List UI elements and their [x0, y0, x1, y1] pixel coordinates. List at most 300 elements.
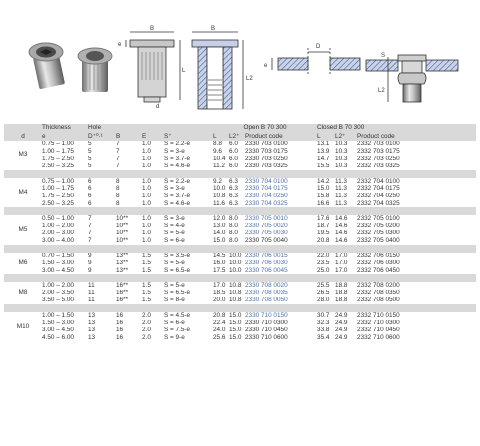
cell-l2-open: 10.0 — [229, 259, 242, 267]
cell-b: 16** — [116, 289, 129, 297]
header-thickness: Thickness — [42, 124, 88, 133]
cell-code-open: 2330 703 0100 — [245, 141, 288, 148]
cell-l2-open: 8.0 — [229, 237, 238, 244]
cell-b: 10** — [116, 222, 129, 230]
cell-s: S = 6-e — [164, 237, 185, 244]
rivet-section-view — [192, 32, 243, 109]
cell-l2-closed: 10.3 — [335, 148, 348, 155]
cell-b: 8 — [116, 178, 120, 185]
cell-l2-closed: 14.6 — [335, 237, 348, 244]
rivet-nut-photo — [29, 43, 112, 92]
cell-hole: 13 — [88, 326, 96, 334]
cell-l2-closed: 17.0 — [335, 259, 348, 267]
cell-e: 1.0 — [142, 178, 151, 185]
cell-thickness: 1.75 – 2.50 — [42, 192, 74, 200]
cell-thickness: 1.75 – 2.50 — [42, 155, 74, 163]
cell-code-closed: 2332 705 0100 — [357, 215, 400, 222]
cell-e: 2.0 — [142, 312, 151, 319]
header-thickness-e: e — [42, 133, 88, 141]
cell-l-open: 10.4 — [213, 155, 226, 163]
cell-l2-open: 6.0 — [229, 155, 238, 163]
cell-hole: 5 — [88, 155, 92, 163]
cell-l-closed: 19.5 — [317, 229, 330, 237]
cell-l-open: 14.0 — [213, 229, 226, 237]
header-l-closed: L — [317, 133, 335, 141]
cell-l-closed: 18.7 — [317, 222, 330, 230]
cell-e: 1.5 — [142, 252, 151, 259]
cell-l-open: 10.8 — [213, 192, 226, 200]
cell-hole: 6 — [88, 178, 92, 185]
cell-code-open: 2330 705 0020 — [245, 222, 288, 230]
header-open-group: Open B 70 300 — [213, 124, 317, 133]
cell-l2-open: 6.0 — [229, 141, 238, 148]
cell-l2-open: 6.3 — [229, 178, 238, 185]
cell-thickness: 2.00 – 3.50 — [42, 289, 74, 297]
cell-l2-open: 8.0 — [229, 229, 238, 237]
table-row — [4, 215, 476, 222]
cell-thickness: 4.50 – 6.00 — [42, 334, 74, 341]
cell-code-closed: 2332 703 0250 — [357, 155, 400, 163]
cell-b: 16 — [116, 319, 124, 327]
cell-e: 1.0 — [142, 237, 151, 244]
header-b: B — [116, 133, 142, 141]
cell-l2-closed: 24.9 — [335, 334, 348, 341]
cell-l-closed: 15.8 — [317, 192, 330, 200]
drawings-svg — [0, 0, 480, 122]
cell-l-closed: 13.1 — [317, 141, 330, 148]
label-b: B — [150, 26, 155, 32]
cell-l2-closed: 10.3 — [335, 162, 348, 170]
cell-l-open: 11.2 — [213, 162, 225, 170]
cell-code-closed: 2332 703 0100 — [357, 141, 400, 148]
rivet-side-view — [126, 32, 180, 102]
cell-code-closed: 2332 704 0250 — [357, 192, 400, 200]
cell-s: S = 6-e — [164, 319, 185, 327]
cell-code-closed: 2332 704 0325 — [357, 200, 400, 207]
header-code-closed: Product code — [357, 133, 476, 141]
cell-l-open: 25.6 — [213, 334, 226, 341]
cell-b: 16 — [116, 326, 124, 334]
header-code-open: Product code — [245, 133, 317, 141]
cell-l-open: 18.5 — [213, 289, 226, 297]
table-body — [4, 141, 476, 342]
cell-s: S = 5-e — [164, 229, 185, 237]
cell-code-open: 2330 704 0100 — [245, 178, 288, 185]
cell-s: S = 3-e — [164, 148, 185, 155]
table-row — [4, 327, 476, 334]
cell-thickness: 0.50 – 1.00 — [42, 215, 74, 222]
cell-l-closed: 14.2 — [317, 178, 330, 185]
thread-size: M10 — [16, 322, 30, 330]
cell-l2-open: 10.8 — [229, 282, 242, 289]
cell-b: 16 — [116, 334, 124, 341]
cell-code-closed: 2332 710 0300 — [357, 319, 400, 327]
cell-code-open: 2330 704 0175 — [245, 185, 288, 192]
cell-code-closed: 2332 708 0200 — [357, 282, 400, 289]
cell-e: 1.5 — [142, 282, 151, 289]
header-d: d — [4, 133, 42, 141]
cell-l-closed: 25.0 — [317, 267, 330, 274]
cell-l-closed: 23.5 — [317, 259, 330, 267]
header-closed-group: Closed B 70 300 — [317, 124, 476, 133]
cell-hole: 5 — [88, 141, 92, 148]
cell-thickness: 1.00 – 1.50 — [42, 312, 74, 319]
cell-l-open: 12.0 — [213, 215, 226, 222]
cell-l-closed: 16.6 — [317, 200, 330, 207]
cell-l-closed: 15.0 — [317, 185, 330, 192]
cell-hole: 7 — [88, 237, 92, 244]
group-separator — [4, 170, 476, 178]
cell-l-closed: 33.8 — [317, 326, 330, 334]
cell-code-open: 2330 703 0175 — [245, 148, 288, 155]
cell-e: 1.0 — [142, 215, 151, 222]
table-row — [4, 297, 476, 304]
cell-thickness: 1.00 – 1.75 — [42, 148, 74, 155]
cell-hole: 13 — [88, 334, 96, 341]
cell-l-open: 8.8 — [213, 141, 222, 148]
table-row — [4, 334, 476, 341]
cell-l2-closed: 14.6 — [335, 215, 348, 222]
cell-hole: 9 — [88, 267, 92, 274]
cell-hole: 6 — [88, 185, 92, 192]
cell-e: 2.0 — [142, 319, 151, 327]
cell-l-closed: 32.3 — [317, 319, 330, 327]
cell-code-closed: 2332 705 0300 — [357, 229, 400, 237]
cell-l-open: 9.6 — [213, 148, 222, 155]
cell-b: 8 — [116, 185, 120, 192]
thread-size: M4 — [18, 188, 28, 196]
cell-thickness: 1.50 – 3.00 — [42, 319, 74, 327]
table-row — [4, 260, 476, 267]
label-s: S — [381, 53, 386, 59]
cell-s: S = 5-e — [164, 282, 185, 289]
cell-l2-closed: 11.3 — [335, 200, 347, 207]
cell-b: 10** — [116, 215, 129, 222]
cell-hole: 7 — [88, 229, 92, 237]
cell-thickness: 3.00 – 4.50 — [42, 267, 74, 274]
cell-l2-open: 10.0 — [229, 267, 242, 274]
cell-l2-closed: 24.9 — [335, 319, 348, 327]
cell-hole: 7 — [88, 215, 92, 222]
cell-l2-closed: 17.0 — [335, 267, 348, 274]
cell-hole: 11 — [88, 297, 95, 304]
cell-b: 13** — [116, 267, 129, 274]
cell-s: S = 4.6-e — [164, 200, 191, 207]
cell-s: S = 4.5-e — [164, 312, 191, 319]
cell-b: 10** — [116, 229, 129, 237]
cell-b: 16** — [116, 282, 129, 289]
cell-e: 1.0 — [142, 192, 151, 200]
cell-hole: 11 — [88, 289, 95, 297]
label-e-sheet: e — [264, 63, 268, 69]
cell-l2-closed: 18.8 — [335, 289, 348, 297]
cell-hole: 5 — [88, 162, 92, 170]
cell-l2-open: 6.0 — [229, 162, 238, 170]
cell-b: 7 — [116, 162, 120, 170]
cell-thickness: 1.00 – 2.00 — [42, 222, 74, 230]
cell-e: 1.0 — [142, 200, 151, 207]
cell-l2-open: 6.3 — [229, 200, 238, 207]
cell-code-closed: 2332 708 0500 — [357, 297, 400, 304]
cell-l2-closed: 18.8 — [335, 282, 348, 289]
cell-l-open: 9.2 — [213, 178, 222, 185]
cell-b: 10** — [116, 237, 129, 244]
cell-l2-closed: 24.9 — [335, 312, 348, 319]
cell-s: S = 3-e — [164, 185, 185, 192]
table-row — [4, 230, 476, 237]
cell-b: 8 — [116, 200, 120, 207]
cell-l-open: 13.0 — [213, 222, 226, 230]
cell-e: 1.0 — [142, 222, 151, 230]
cell-code-closed: 2332 710 0450 — [357, 326, 400, 334]
cell-l-open: 24.0 — [213, 326, 226, 334]
cell-hole: 7 — [88, 222, 92, 230]
cell-code-closed: 2332 705 0400 — [357, 237, 400, 244]
cell-hole: 6 — [88, 192, 92, 200]
cell-code-open: 2330 705 0030 — [245, 229, 288, 237]
cell-s: S = 3.5-e — [164, 252, 191, 259]
cell-l-open: 17.5 — [213, 267, 226, 274]
cell-l-closed: 17.6 — [317, 215, 330, 222]
cell-hole: 11 — [88, 282, 95, 289]
cell-l-open: 16.0 — [213, 259, 226, 267]
cell-code-closed: 2332 703 0175 — [357, 148, 400, 155]
cell-l2-closed: 11.3 — [335, 178, 347, 185]
installed-view — [366, 55, 458, 102]
cell-code-closed: 2332 708 0350 — [357, 289, 400, 297]
cell-l2-closed: 14.6 — [335, 222, 348, 230]
cell-b: 16** — [116, 297, 129, 304]
cell-s: S = 2.2-e — [164, 178, 191, 185]
cell-s: S = 4-e — [164, 222, 185, 230]
cell-thickness: 0.75 – 1.00 — [42, 141, 74, 148]
cell-e: 2.0 — [142, 326, 151, 334]
cell-thickness: 1.00 – 1.75 — [42, 185, 74, 192]
cell-l-open: 14.5 — [213, 252, 226, 259]
cell-code-closed: 2332 706 0150 — [357, 252, 400, 259]
cell-code-closed: 2332 706 0300 — [357, 259, 400, 267]
cell-l2-closed: 14.6 — [335, 229, 348, 237]
cell-code-open: 2330 706 0045 — [245, 267, 288, 274]
cell-code-open: 2330 710 0450 — [245, 326, 288, 334]
cell-thickness: 2.50 – 3.25 — [42, 200, 74, 207]
cell-code-closed: 2332 710 0600 — [357, 334, 400, 341]
cell-e: 1.0 — [142, 141, 151, 148]
cell-code-closed: 2332 704 0175 — [357, 185, 400, 192]
cell-code-closed: 2332 704 0100 — [357, 178, 400, 185]
thread-size: M8 — [18, 289, 28, 297]
cell-l-open: 11.6 — [213, 200, 225, 207]
technical-drawings — [0, 0, 480, 122]
cell-l2-closed: 17.0 — [335, 252, 348, 259]
cell-l-open: 10.0 — [213, 185, 226, 192]
cell-code-open: 2330 710 0300 — [245, 319, 288, 327]
cell-l2-open: 6.3 — [229, 192, 238, 200]
cell-l-closed: 14.7 — [317, 155, 330, 163]
table-row — [4, 156, 476, 163]
table-row — [4, 312, 476, 319]
cell-code-open: 2330 706 0030 — [245, 259, 288, 267]
cell-e: 1.5 — [142, 289, 151, 297]
cell-s: S = 7.5-e — [164, 326, 191, 334]
cell-l2-closed: 24.9 — [335, 326, 348, 334]
cell-hole: 6 — [88, 200, 92, 207]
cell-e: 1.5 — [142, 267, 151, 274]
cell-l-open: 15.0 — [213, 237, 226, 244]
cell-l-closed: 15.5 — [317, 162, 330, 170]
table-row — [4, 200, 476, 207]
cell-l2-open: 8.0 — [229, 215, 238, 222]
cell-code-open: 2330 705 0010 — [245, 215, 288, 222]
cell-l2-closed: 11.3 — [335, 192, 347, 200]
cell-hole: 13 — [88, 312, 96, 319]
header-l2-closed: L2⁺ — [335, 133, 357, 141]
rivet-nut-spec-table — [4, 124, 476, 342]
label-e: e — [118, 42, 122, 48]
cell-code-open: 2330 705 0040 — [245, 237, 288, 244]
cell-code-closed: 2332 703 0325 — [357, 162, 400, 170]
cell-e: 1.0 — [142, 148, 151, 155]
cell-hole: 5 — [88, 148, 92, 155]
thread-size: M3 — [18, 151, 28, 159]
group-separator — [4, 304, 476, 312]
cell-e: 1.0 — [142, 229, 151, 237]
cell-code-open: 2330 704 0325 — [245, 200, 288, 207]
cell-l2-open: 10.8 — [229, 289, 242, 297]
cell-l2-open: 15.0 — [229, 334, 242, 341]
header-hole: Hole — [88, 124, 116, 133]
cell-code-open: 2330 706 0015 — [245, 252, 288, 259]
header-l-open: L — [213, 133, 229, 141]
cell-l-closed: 30.7 — [317, 312, 330, 319]
cell-l2-open: 10.0 — [229, 252, 242, 259]
cell-l2-closed: 18.8 — [335, 297, 348, 304]
group-separator — [4, 207, 476, 215]
header-l2-open: L2⁺ — [229, 133, 245, 141]
cell-l-open: 22.4 — [213, 319, 226, 327]
cell-hole: 13 — [88, 319, 96, 327]
table-row — [4, 320, 476, 327]
cell-hole: 9 — [88, 259, 92, 267]
table-row — [4, 141, 476, 148]
cell-l-closed: 35.4 — [317, 334, 330, 341]
cell-b: 13** — [116, 252, 129, 259]
cell-e: 1.0 — [142, 155, 151, 163]
cell-s: S = 6.5-e — [164, 289, 191, 297]
table-row — [4, 267, 476, 274]
table-row — [4, 193, 476, 200]
cell-l2-closed: 10.3 — [335, 155, 348, 163]
cell-l2-open: 8.0 — [229, 222, 238, 230]
cell-b: 8 — [116, 192, 120, 200]
cell-thickness: 0.70 – 1.50 — [42, 252, 74, 259]
cell-code-open: 2330 704 0250 — [245, 192, 288, 200]
cell-code-open: 2330 710 0150 — [245, 312, 288, 319]
cell-thickness: 3.00 – 4.00 — [42, 237, 74, 244]
cell-code-open: 2330 708 0050 — [245, 297, 288, 304]
cell-s: S = 3.7-e — [164, 155, 191, 163]
label-l2-section: L2 — [246, 76, 253, 82]
cell-thickness: 0.75 – 1.00 — [42, 178, 74, 185]
cell-e: 2.0 — [142, 334, 151, 341]
cell-code-open: 2330 703 0250 — [245, 155, 288, 163]
cell-l-open: 20.8 — [213, 312, 226, 319]
cell-s: S = 8-e — [164, 297, 185, 304]
cell-s: S = 6.5-e — [164, 267, 191, 274]
cell-s: S = 2.2-e — [164, 141, 191, 148]
cell-l2-closed: 11.3 — [335, 185, 347, 192]
cell-code-open: 2330 703 0325 — [245, 162, 288, 170]
table-row — [4, 148, 476, 155]
table-row — [4, 282, 476, 289]
table-row — [4, 185, 476, 192]
cell-code-open: 2330 708 0020 — [245, 282, 288, 289]
cell-e: 1.0 — [142, 185, 151, 192]
label-l2-installed: L2 — [378, 88, 385, 94]
cell-b: 7 — [116, 155, 120, 163]
group-separator — [4, 245, 476, 253]
cell-code-closed: 2332 705 0200 — [357, 222, 400, 230]
cell-l-open: 17.0 — [213, 282, 226, 289]
label-d: d — [156, 104, 160, 110]
cell-l2-open: 10.8 — [229, 297, 242, 304]
table-row — [4, 290, 476, 297]
table-row — [4, 223, 476, 230]
cell-l-closed: 28.0 — [317, 297, 330, 304]
label-bigd: D — [316, 44, 321, 50]
table-row — [4, 178, 476, 185]
cell-s: S = 9-e — [164, 334, 185, 341]
cell-e: 1.0 — [142, 162, 151, 170]
cell-l2-open: 15.0 — [229, 319, 242, 327]
table-row — [4, 253, 476, 260]
cell-s: S = 4.6-e — [164, 162, 191, 170]
cell-thickness: 1.00 – 2.00 — [42, 282, 74, 289]
cell-code-open: 2330 710 0600 — [245, 334, 288, 341]
cell-b: 16 — [116, 312, 124, 319]
cell-l2-open: 15.0 — [229, 326, 242, 334]
cell-s: S = 3.7-e — [164, 192, 191, 200]
cell-thickness: 3.50 – 5.00 — [42, 297, 74, 304]
label-b-section: B — [211, 26, 216, 32]
cell-l-open: 20.0 — [213, 297, 226, 304]
cell-b: 7 — [116, 148, 120, 155]
cell-b: 13** — [116, 259, 129, 267]
cell-thickness: 2.00 – 3.00 — [42, 229, 74, 237]
cell-thickness: 2.50 – 3.25 — [42, 162, 74, 170]
cell-l2-open: 6.3 — [229, 185, 238, 192]
cell-l-closed: 26.5 — [317, 289, 330, 297]
cell-s: S = 5-e — [164, 259, 185, 267]
cell-l2-open: 6.0 — [229, 148, 238, 155]
table-row — [4, 237, 476, 244]
thread-size: M6 — [18, 259, 28, 267]
cell-hole: 9 — [88, 252, 92, 259]
cell-l-closed: 22.0 — [317, 252, 330, 259]
group-separator — [4, 274, 476, 282]
table-row — [4, 163, 476, 170]
cell-thickness: 1.50 – 3.00 — [42, 259, 74, 267]
cell-code-open: 2330 708 0035 — [245, 289, 288, 297]
thread-size: M5 — [18, 225, 28, 233]
cell-l-closed: 13.9 — [317, 148, 330, 155]
cell-l-closed: 25.5 — [317, 282, 330, 289]
header-s: S⁺ — [164, 133, 213, 141]
cell-e: 1.5 — [142, 259, 151, 267]
cell-s: S = 3-e — [164, 215, 185, 222]
cell-e: 1.5 — [142, 297, 151, 304]
sheet-hole-view — [272, 48, 360, 74]
